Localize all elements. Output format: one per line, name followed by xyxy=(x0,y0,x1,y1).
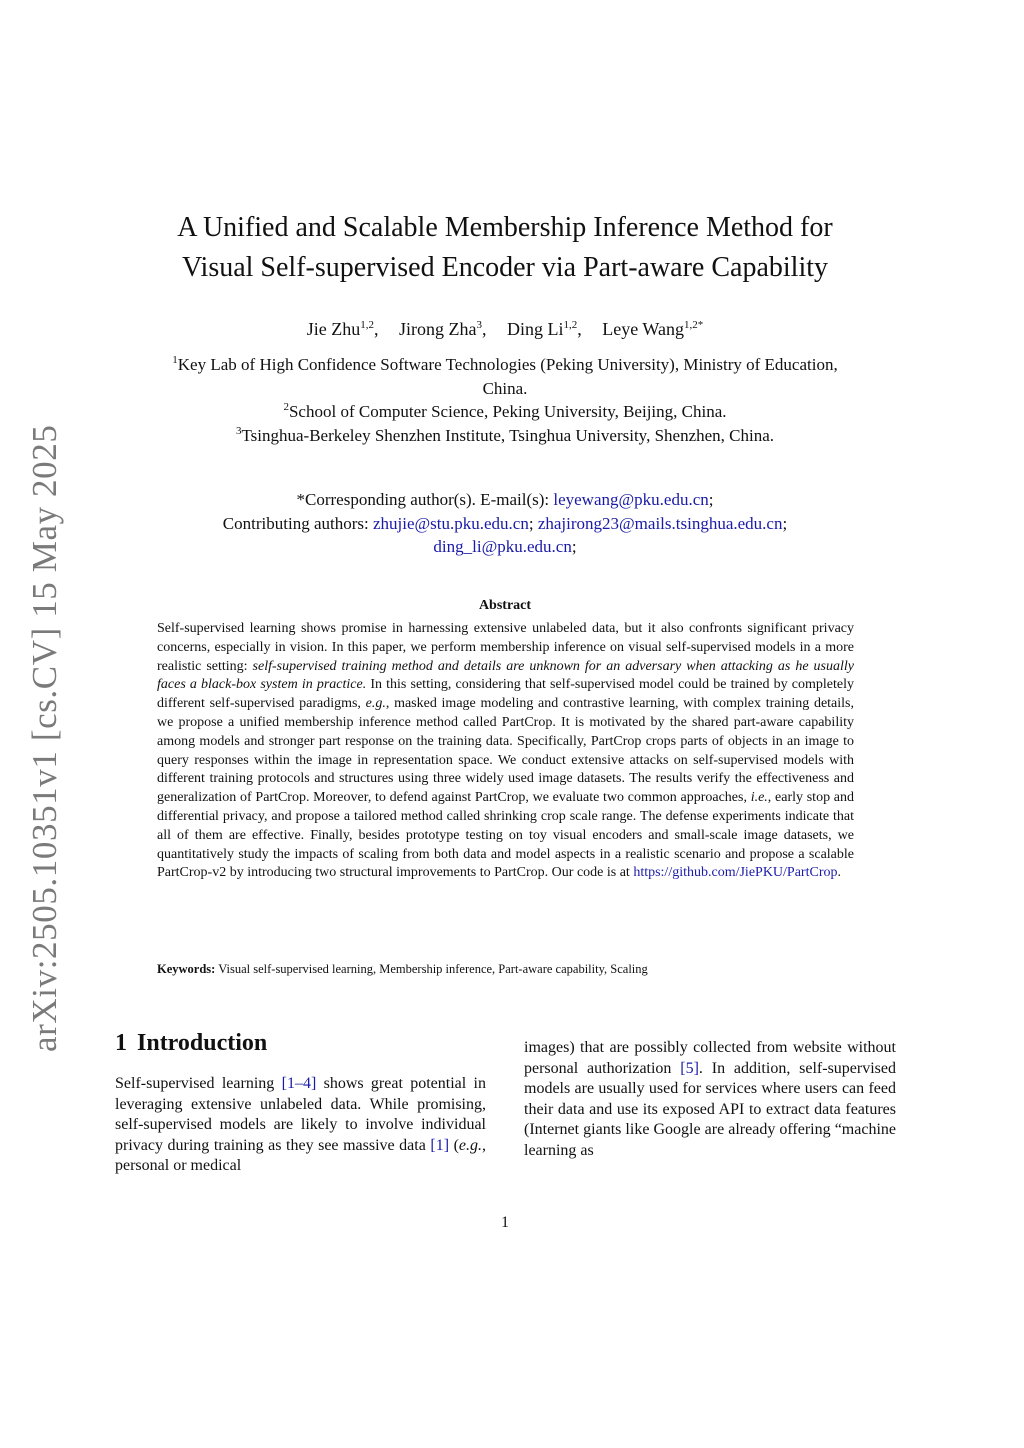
abstract-text: Self-supervised learning shows promise in harnessing extensive unlabeled data, but it also confronts significant privacy concerns, especially in vision. In this paper, we perform membership inference on visual self-supervised models in a more realistic setting: xyxy=(157,621,854,674)
page-number: 1 xyxy=(501,1214,509,1231)
affiliation-text: School of Computer Science, Peking University, Beijing, China. xyxy=(288,402,727,421)
affiliation-text: Key Lab of High Confidence Software Technologies (Peking University), Ministry of Education, China. xyxy=(177,355,838,398)
body-text: ( xyxy=(449,1136,459,1154)
abstract-text: In this setting, considering that self-supervised model could be trained by completely different self-supervised paradigms, xyxy=(157,677,854,712)
abstract-text-italic: self-supervised training method and details are unknown for an adversary when attacking as he usually faces a black-box system in practice. xyxy=(157,658,854,693)
section-title: Introduction xyxy=(137,1030,268,1056)
section-number: 1 xyxy=(115,1030,127,1056)
citation-link[interactable]: [1] xyxy=(430,1136,450,1154)
affiliation-number: 2 xyxy=(283,401,289,413)
affiliations xyxy=(150,353,860,447)
separator: ; xyxy=(708,490,714,509)
author: Jie Zhu$^{1,2}$, xyxy=(306,319,379,339)
author-affiliation-mark: 1,2 xyxy=(563,319,578,331)
author-affiliation-mark: 1,2* xyxy=(683,319,704,331)
separator: ; xyxy=(571,537,577,556)
body-text: images) that are possibly collected from website without personal authorization xyxy=(524,1039,896,1077)
citation-link[interactable]: [1–4] xyxy=(281,1075,317,1092)
separator: ; xyxy=(782,513,788,533)
affiliation xyxy=(150,424,860,448)
affiliation xyxy=(150,353,860,400)
author-name: Leye Wang xyxy=(602,319,684,339)
abstract-text-italic: e.g. xyxy=(365,696,386,712)
contributing-authors-line xyxy=(150,512,860,536)
contact-info xyxy=(150,488,860,559)
body-text: Self-supervised learning xyxy=(115,1075,282,1092)
abstract-heading: Abstract xyxy=(478,598,532,613)
contributing-authors-line-continued xyxy=(150,535,860,559)
abstract-text: , masked image modeling and contrastive learning, with complex training details, we propose a unified membership inference method called PartCrop. It is motivated by the shared part-aware capability among models and stronger part response on the training data. Specifically, PartCrop crops parts of objects in an image to query responses within the image in representation space. We conduct extensive attacks on self-supervised models with different training protocols and structures using three widely used image datasets. The results verify the effectiveness and generalization of PartCrop. Moreover, to defend against PartCrop, we evaluate two common approaches, xyxy=(157,696,854,806)
author-name: Jie Zhu xyxy=(306,319,361,339)
title-line-2: Visual Self-supervised Encoder via Part-aware Capability xyxy=(182,252,828,283)
corresponding-author-line xyxy=(150,488,860,512)
section-heading xyxy=(115,1030,267,1057)
author: Jirong Zha$^3$, xyxy=(399,319,487,339)
author xyxy=(602,319,703,339)
contributing-email-link[interactable]: ding_li@pku.edu.cn xyxy=(433,537,572,556)
affiliation-number: 1 xyxy=(172,354,178,366)
abstract-body xyxy=(157,620,854,883)
author-affiliation-mark: 3 xyxy=(476,319,483,331)
paper-title xyxy=(110,208,900,288)
author-name: Ding Li xyxy=(507,319,564,339)
body-text: , personal or medical xyxy=(115,1136,487,1175)
contributing-email-link[interactable]: zhajirong23@mails.tsinghua.edu.cn xyxy=(537,513,783,533)
body-text: . In addition, self-supervised models are usually used for services where users can feed their data and use its exposed API to extract data features (Internet giants like Google are already offering “machine learning as xyxy=(524,1059,897,1159)
body-text: shows great potential in leveraging extensive unlabeled data. While promising, self-supervised models are likely to involve individual privacy during training as they see massive data xyxy=(115,1075,486,1154)
corresponding-label: *Corresponding author(s). E-mail(s): xyxy=(296,490,554,509)
author-affiliation-mark: 1,2 xyxy=(360,319,375,331)
separator: ; xyxy=(528,513,534,533)
author-name: Jirong Zha xyxy=(399,319,477,339)
corresponding-email-link[interactable]: leyewang@pku.edu.cn xyxy=(553,490,709,509)
keywords xyxy=(157,960,854,978)
title-line-1: A Unified and Scalable Membership Inference Method for xyxy=(177,212,833,243)
keywords-text: Visual self-supervised learning, Membership inference, Part-aware capability, Scaling xyxy=(215,962,648,976)
author-list xyxy=(110,316,900,342)
arxiv-identifier-stamp: arXiv:2505.10351v1 [cs.CV] 15 May 2025 xyxy=(25,424,64,1052)
abstract-text: , early stop and differential privacy, and propose a tailored method called shrinking crop scale range. The defense experiments indicate that all of them are effective. Finally, besides prototype testing on toy visual encoders and small-scale image datasets, we quantitatively study the impacts of scaling from both data and model aspects in a realistic scenario and propose a scalable PartCrop-v2 by introducing two structural improvements to PartCrop. Our code is at xyxy=(157,790,855,881)
keywords-label: Keywords: xyxy=(157,962,216,976)
author: Ding Li$^{1,2}$, xyxy=(507,319,582,339)
citation-link[interactable]: [5] xyxy=(680,1059,699,1077)
affiliation-text: Tsinghua-Berkeley Shenzhen Institute, Tsinghua University, Shenzhen, China. xyxy=(241,425,775,445)
abstract-text-italic: i.e. xyxy=(750,790,768,806)
intro-left-column xyxy=(115,1074,486,1177)
affiliation-number: 3 xyxy=(235,424,242,437)
intro-right-column xyxy=(524,1038,896,1162)
body-text-italic: e.g. xyxy=(458,1136,483,1154)
abstract-text: . xyxy=(837,865,841,881)
code-repository-link[interactable]: https://github.com/JiePKU/PartCrop xyxy=(633,865,838,881)
contributing-email-link[interactable]: zhujie@stu.pku.edu.cn xyxy=(372,513,529,533)
contributing-label: Contributing authors: xyxy=(222,513,373,533)
affiliation xyxy=(150,400,860,424)
